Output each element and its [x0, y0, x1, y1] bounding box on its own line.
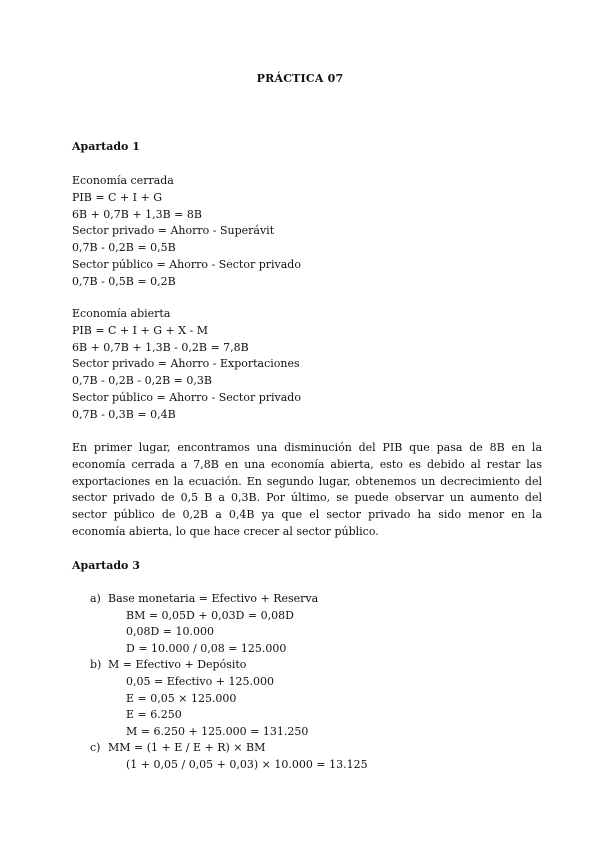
subsection-title: Economía abierta — [72, 307, 171, 320]
list-item-c — [90, 740, 368, 773]
equation-line: 6B + 0,7B + 1,3B - 0,2B = 7,8B — [72, 340, 249, 354]
page-title: PRÁCTICA 07 — [256, 72, 344, 85]
equation-line: BM = 0,05D + 0,03D = 0,08D — [126, 608, 294, 622]
equation-line: Sector público = Ahorro - Sector privado — [72, 257, 301, 271]
equation-line: 0,08D = 10.000 — [126, 625, 215, 639]
equation-line: PIB = C + I + G — [72, 190, 163, 204]
equation-line: Sector privado = Ahorro - Superávit — [72, 224, 275, 238]
list-marker: c) — [90, 741, 101, 755]
subsection-title: Economía cerrada — [72, 174, 174, 187]
equation-line: D = 10.000 / 0,08 = 125.000 — [126, 641, 287, 655]
equation-line: M = 6.250 + 125.000 = 131.250 — [126, 724, 309, 738]
equation-line: 0,7B - 0,3B = 0,4B — [72, 407, 176, 421]
equation-line: 6B + 0,7B + 1,3B = 8B — [72, 207, 202, 221]
item-title: M = Efectivo + Depósito — [108, 658, 247, 672]
list-item-b — [90, 657, 368, 740]
equation-line: 0,05 = Efectivo + 125.000 — [126, 674, 274, 688]
section-heading: Apartado 1 — [72, 140, 140, 153]
equation-line: Sector público = Ahorro - Sector privado — [72, 390, 301, 404]
item-title: MM = (1 + E / E + R) × BM — [108, 741, 266, 755]
list-marker: a) — [90, 592, 101, 605]
section-apartado-1 — [72, 139, 140, 156]
equation-line: 0,7B - 0,2B - 0,2B = 0,3B — [72, 374, 212, 388]
section-apartado-3 — [72, 558, 140, 575]
open-economy-block — [72, 306, 301, 424]
equation-line: PIB = C + I + G + X - M — [72, 323, 209, 337]
equation-line: Sector privado = Ahorro - Exportaciones — [72, 357, 300, 371]
equation-line: 0,7B - 0,2B = 0,5B — [72, 241, 176, 255]
equation-line: (1 + 0,05 / 0,05 + 0,03) × 10.000 = 13.125 — [126, 757, 368, 771]
section-heading: Apartado 3 — [72, 559, 140, 572]
list-item-a — [90, 591, 368, 657]
closed-economy-block — [72, 173, 301, 291]
conclusion-paragraph: En primer lugar, encontramos una disminución del PIB que pasa de 8B en la economía cerrada a 7,8B en una economía abierta, esto es debido al restar las exportaciones en la ecuación. En segundo lugar, obtenemos un decrecimiento del sector privado de 0,5 B a 0,3B. Por último, se puede observar un aumento del sector público de 0,2B a 0,4B ya que el sector privado ha sido menor en la economía abierta, lo que hace crecer al sector público. — [72, 441, 542, 538]
item-title: Base monetaria = Efectivo + Reserva — [108, 592, 319, 605]
equation-line: E = 0,05 × 125.000 — [126, 691, 237, 705]
calculation-list — [90, 591, 368, 774]
equation-line: 0,7B - 0,5B = 0,2B — [72, 274, 176, 288]
list-marker: b) — [90, 658, 102, 672]
equation-line: E = 6.250 — [126, 708, 182, 722]
